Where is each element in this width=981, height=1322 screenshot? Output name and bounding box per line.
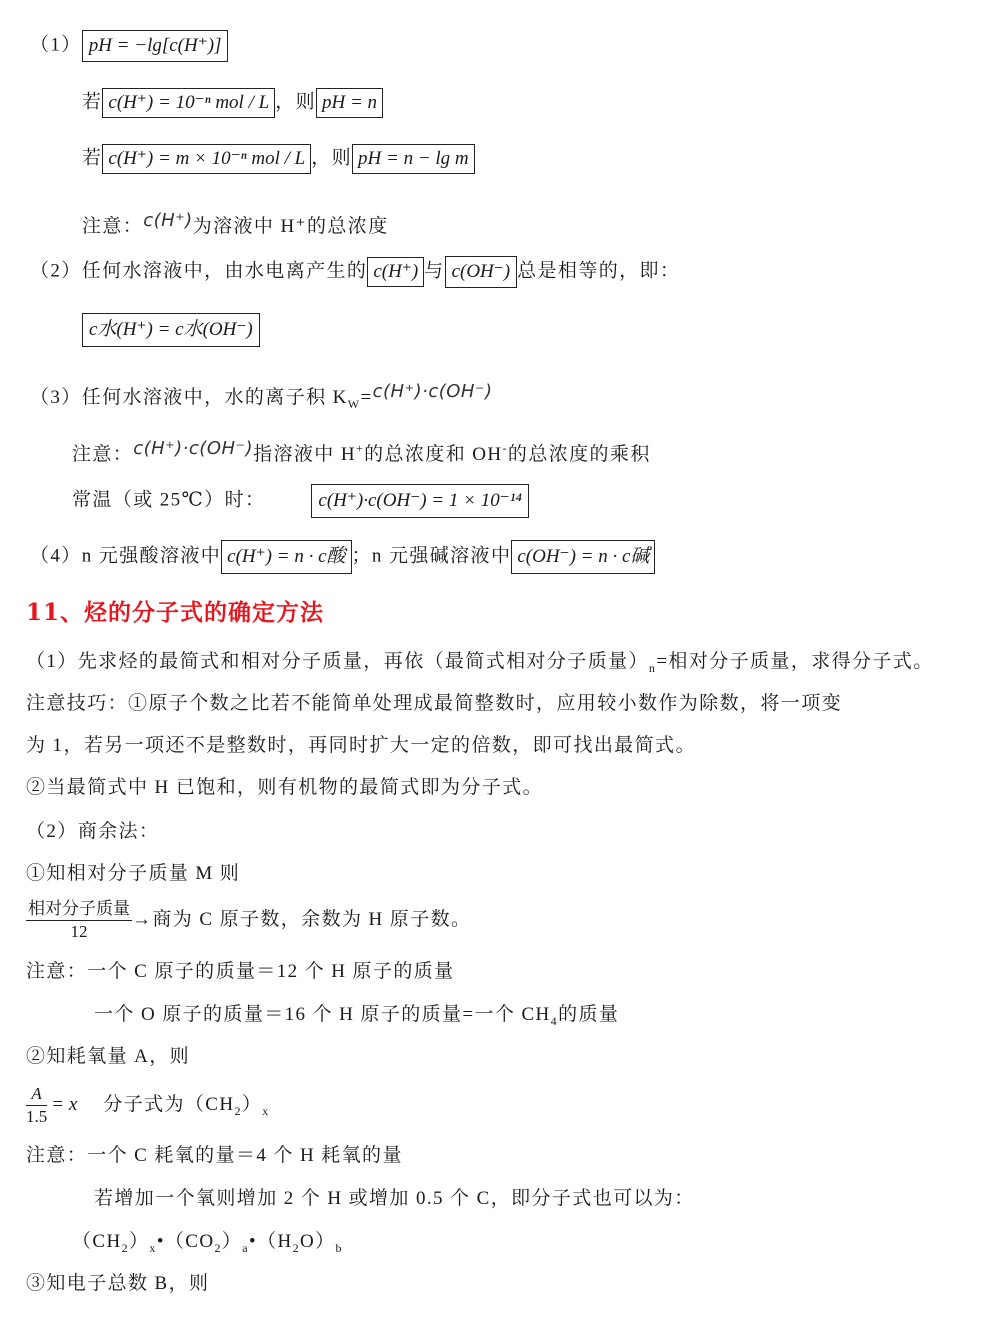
quotient-rule-text: →商为 C 原子数，余数为 H 原子数。	[132, 908, 472, 930]
condition-1-prefix: 若	[82, 91, 103, 113]
formula-subscript: 2	[234, 1103, 242, 1118]
condition-2-prefix: 若	[82, 147, 103, 169]
fraction-numerator: 相对分子质量	[26, 898, 132, 921]
formula-x-subscript: x	[262, 1103, 270, 1118]
condition-2-result: pH = n − lg m	[352, 144, 475, 174]
condition-1-formula: c(H⁺) = 10⁻ⁿ mol / L	[102, 88, 275, 118]
para-9	[94, 1001, 619, 1029]
item-4-acid-label: （4）n 元强酸溶液中	[30, 545, 222, 567]
para-3: 为 1，若另一项还不是整数时，再同时扩大一定的倍数，即可找出最简式。	[26, 735, 696, 756]
para-6: ①知相对分子质量 M 则	[26, 863, 241, 884]
para-2: 注意技巧：①原子个数之比若不能简单处理成最简整数时，应用较小数作为除数，将一项变	[26, 693, 843, 714]
acid-formula: c(H⁺) = n · c酸	[221, 540, 351, 574]
note-3-formula-image: c(H⁺)·c(OH⁻)	[133, 438, 254, 459]
general-formula-x: x	[149, 1241, 157, 1255]
para-1	[26, 648, 934, 676]
section-title-11: 11、烃的分子式的确定方法	[26, 599, 325, 626]
note-3-text-b: 的总浓度和 OH	[364, 444, 503, 465]
general-formula-part-2: ）	[129, 1231, 150, 1252]
para-4: ②当最简式中 H 已饱和，则有机物的最简式即为分子式。	[26, 777, 544, 798]
base-formula: c(OH⁻) = n · c碱	[511, 540, 655, 574]
ionic-product-formula: c(H⁺)·c(OH⁻) = 1 × 10⁻¹⁴	[311, 484, 529, 518]
note-3-sup-b: -	[502, 441, 508, 455]
item-3	[30, 378, 493, 412]
condition-1-then: ，则	[275, 91, 316, 113]
item-3-equals: =	[360, 387, 373, 408]
para-10: ②知耗氧量 A，则	[26, 1046, 191, 1067]
oxygen-rule	[26, 1083, 270, 1128]
item-2-h-box: c(H⁺)	[367, 257, 424, 287]
fraction-denominator: 12	[70, 922, 88, 941]
condition-2-then: ，则	[311, 147, 353, 169]
note-1-text: 为溶液中 H⁺的总浓度	[192, 216, 389, 237]
item-2-and: 与	[424, 260, 445, 282]
item-4-base-label: ；n 元强碱溶液中	[351, 545, 512, 567]
item-2-tail: 总是相等的，即：	[517, 260, 681, 282]
para-9-text-a: 一个 O 原子的质量＝16 个 H 原子的质量=一个 CH	[94, 1004, 551, 1025]
item-2-label: （2）任何水溶液中，由水电离产生的	[30, 260, 368, 282]
note-3-label: 注意：	[72, 444, 134, 465]
quotient-rule	[26, 898, 471, 943]
oxygen-fraction	[26, 1083, 47, 1128]
water-equality-formula: c水(H⁺) = c水(OH⁻)	[82, 313, 260, 347]
oxygen-equation: = x	[51, 1093, 78, 1115]
para-1-text-a: （1）先求烃的最简式和相对分子质量，再依（最简式相对分子质量）	[26, 651, 649, 672]
item-2	[30, 256, 680, 288]
item-1	[30, 30, 228, 62]
note-3	[72, 435, 651, 469]
item-3-formula-image: c(H⁺)·c(OH⁻)	[372, 381, 493, 402]
general-formula-part-1: （CH	[72, 1231, 122, 1252]
condition-2	[82, 144, 475, 174]
item-2-equation	[82, 313, 260, 347]
fraction-numerator: A	[26, 1083, 47, 1106]
room-temperature-label: 常温（或 25℃）时：	[72, 489, 266, 511]
general-formula-part-5: •（H	[249, 1231, 293, 1252]
note-3-text-c: 的总浓度的乘积	[507, 444, 651, 465]
item-4	[30, 540, 655, 574]
para-1-text-b: =相对分子质量，求得分子式。	[656, 651, 934, 672]
condition-1	[82, 88, 383, 118]
general-formula-sub-2: 2	[214, 1241, 222, 1255]
para-9-subscript: 4	[550, 1014, 559, 1028]
general-formula-part-6: O）	[300, 1231, 336, 1252]
general-formula-part-4: ）	[221, 1231, 243, 1252]
item-2-oh-box: c(OH⁻)	[445, 256, 518, 288]
general-formula	[72, 1228, 343, 1256]
note-1-formula-image: c(H⁺)	[143, 210, 193, 231]
fraction-denominator: 1.5	[26, 1107, 48, 1126]
para-15: ③知电子总数 B，则	[26, 1273, 210, 1294]
note-1-label: 注意：	[82, 216, 144, 237]
general-formula-a: a	[242, 1241, 250, 1255]
formula-text-b: ）	[241, 1093, 263, 1115]
general-formula-part-3: •（CO	[156, 1231, 215, 1252]
formula-text-a: 分子式为（CH	[103, 1093, 235, 1115]
kw-subscript: W	[347, 397, 361, 411]
general-formula-sub-3: 2	[292, 1241, 301, 1255]
condition-2-formula: c(H⁺) = m × 10⁻ⁿ mol / L	[102, 144, 311, 174]
general-formula-b: b	[335, 1241, 343, 1255]
para-12: 注意：一个 C 耗氧的量＝4 个 H 耗氧的量	[26, 1145, 403, 1166]
item-1-label: （1）	[30, 34, 82, 56]
para-13: 若增加一个氧则增加 2 个 H 或增加 0.5 个 C，即分子式也可以为：	[94, 1188, 695, 1209]
para-5: （2）商余法：	[26, 821, 160, 842]
room-temperature	[72, 484, 529, 518]
para-1-subscript: n	[648, 661, 657, 675]
note-3-sup-a: +	[355, 441, 365, 455]
general-formula-sub-1: 2	[121, 1241, 130, 1255]
para-8: 注意：一个 C 原子的质量＝12 个 H 原子的质量	[26, 961, 455, 982]
ph-definition-formula: pH = −lg[c(H⁺)]	[82, 30, 229, 62]
mass-fraction	[26, 898, 132, 943]
note-1	[82, 207, 389, 241]
condition-1-result: pH = n	[316, 88, 383, 118]
para-9-text-b: 的质量	[558, 1004, 620, 1025]
item-3-label: （3）任何水溶液中，水的离子积 K	[30, 387, 348, 408]
note-3-text-a: 指溶液中 H	[253, 444, 356, 465]
